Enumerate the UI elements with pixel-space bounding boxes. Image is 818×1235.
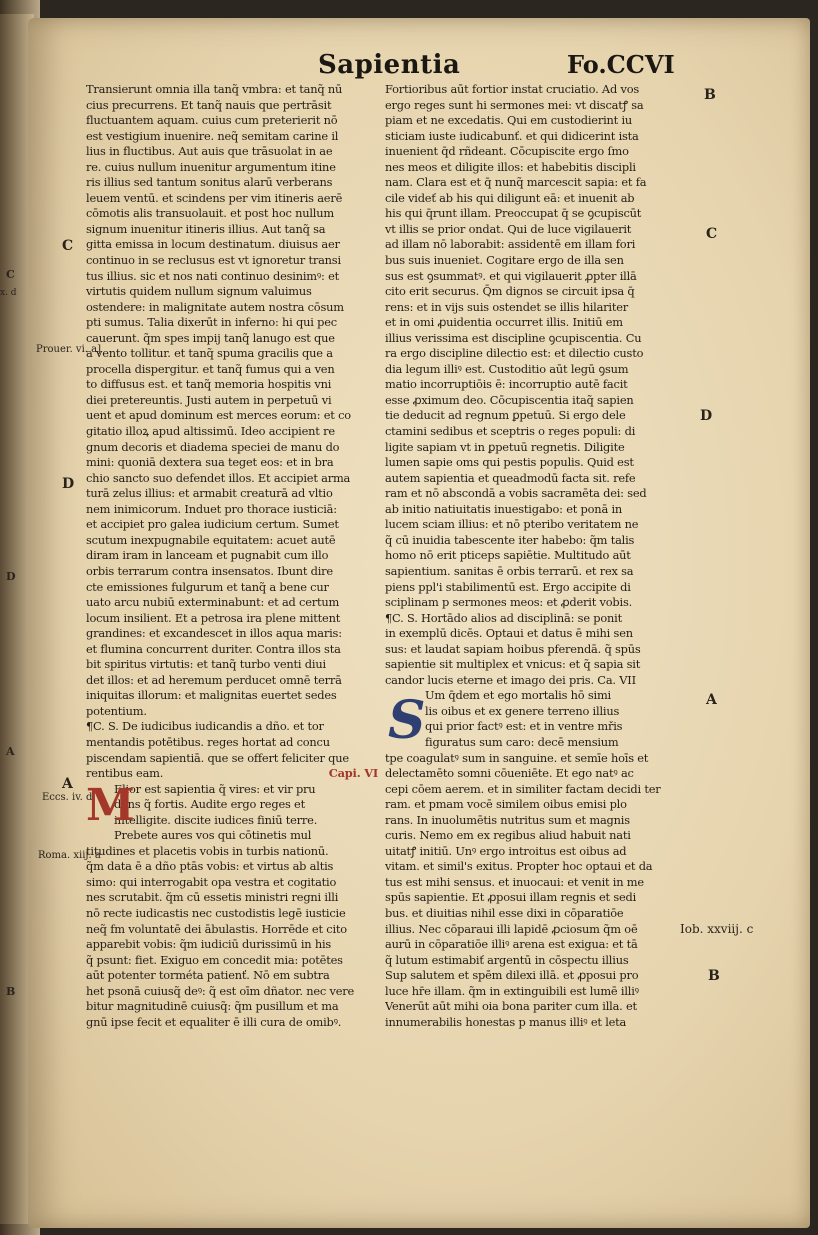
text-line: piens ppl'i stabilimentū est. Ergo accipite di bbox=[385, 579, 631, 594]
margin-letter-a: A bbox=[62, 776, 73, 792]
margin-ref-proverbs: Prouer. vi. a] bbox=[36, 344, 101, 355]
text-line: aurū in cōparatiōe illiꝰ arena est exigua: et tā bbox=[385, 937, 638, 952]
text-line: Sup salutem et spēm dilexi illā. et ꝓposui pro bbox=[385, 968, 639, 983]
text-line: cile videť ab his qui diligunt eā: et inuenit ab bbox=[385, 190, 635, 205]
text-line: virtutis quidem nullum signum valuimus bbox=[86, 284, 312, 299]
chapter-label: Capi. VI bbox=[328, 766, 378, 781]
right-text-column bbox=[385, 82, 677, 1030]
text-line: uato arcu nubiū exterminabunt: et ad certum bbox=[86, 595, 340, 610]
right-margin-letter-d: D bbox=[700, 408, 713, 424]
text-line: luce hr̄e illam. q̃m in extinguibili est lumē illiꝰ bbox=[385, 983, 639, 998]
text-line: est vestigium inuenire. neq̃ semitam carine il bbox=[86, 128, 339, 143]
facing-margin-b: B bbox=[6, 985, 16, 998]
text-line: ¶C. S. De iudicibus iudicandis a dño. et tor bbox=[86, 719, 324, 734]
text-line: pti sumus. Talia dixerūt in inferno: hi qui pec bbox=[86, 315, 337, 330]
text-line: tus est mihi sensus. et inuocaui: et venit in me bbox=[385, 874, 644, 889]
text-line: ctamini sedibus et sceptris o reges populi: di bbox=[385, 424, 636, 439]
right-margin-letter-c: C bbox=[706, 226, 718, 242]
text-line: sapientie sit multiplex et vnicus: et q̃ sapia sit bbox=[385, 657, 641, 672]
text-line: Elior est sapientia q̃ vires: et vir pru bbox=[114, 781, 316, 796]
text-line: het psonā cuiusq̃ deꝰ: q̃ est oīm dñator. nec vere bbox=[86, 983, 355, 998]
facing-margin-c: C bbox=[6, 268, 15, 281]
text-line: matio incorruptiōis ē: incorruptio autē facit bbox=[385, 377, 628, 392]
text-line: tie deducit ad regnum ꝑpetuū. Si ergo dele bbox=[385, 408, 626, 423]
text-line: cōmotis alis transuolauit. et post hoc nullum bbox=[86, 206, 334, 221]
text-line: re. cuius nullum inuenitur argumentum itine bbox=[86, 159, 336, 174]
text-line: Prebete aures vos qui cōtinetis mul bbox=[114, 828, 312, 843]
text-line: orbis terrarum contra insensatos. Ibunt dire bbox=[86, 563, 333, 578]
text-line: diram iram in lanceam et pugnabit cum illo bbox=[86, 548, 329, 563]
text-line: cius precurrens. Et tanq̃ nauis que pertrāsit bbox=[86, 97, 332, 112]
text-line: bitur magnitudinē cuiusq̃: q̃m pusillum et ma bbox=[86, 999, 339, 1014]
text-line: in exemplū dicēs. Optaui et datus ē mihi sen bbox=[385, 626, 633, 641]
text-line: apparebit vobis: q̃m iudiciū durissimū in his bbox=[86, 937, 332, 952]
text-line: cauerunt. q̃m spes impij tanq̃ lanugo est que bbox=[86, 330, 335, 345]
text-line: ad illam nō laborabit: assidentē em illam fori bbox=[385, 237, 636, 252]
text-line: cte emissiones fulgurum et tanq̃ a bene cur bbox=[86, 579, 329, 594]
text-line: gitatio illoꝝ apud altissimū. Ideo accipient re bbox=[86, 424, 335, 439]
text-line: grandines: et excandescet in illos aqua maris: bbox=[86, 626, 342, 641]
right-margin-letter-b: B bbox=[708, 968, 720, 984]
text-line: his qui q̄runt illam. Preoccupat q̄ se ꝯcupiscūt bbox=[385, 206, 642, 221]
text-line: ra ergo discipline dilectio est: et dilectio custo bbox=[385, 346, 644, 361]
text-line: nem inimicorum. Induet pro thorace iusticiā: bbox=[86, 501, 337, 516]
text-line: nō recte iudicastis nec custodistis legē iusticie bbox=[86, 905, 346, 920]
text-line: titudines et placetis vobis in turbis nationū. bbox=[86, 843, 329, 858]
text-line: dia legum illiꝰ est. Custoditio aūt legū ꝯsum bbox=[385, 361, 629, 376]
text-line: dens q̃ fortis. Audite ergo reges et bbox=[114, 797, 305, 812]
text-line: figuratus sum caro: decē mensium bbox=[425, 734, 619, 749]
text-line: rens: et in vijs suis ostendet se illis hilariter bbox=[385, 299, 629, 314]
text-line: q̃ psunt: fiet. Exiguo em concedit mia: potētes bbox=[86, 952, 343, 967]
text-line: ostendere: in malignitate autem nostra cōsum bbox=[86, 299, 344, 314]
text-line: ergo reges sunt hi sermones mei: vt discatꝭ sa bbox=[385, 97, 644, 112]
text-line: vt illis se prior ondat. Qui de luce vigilauerit bbox=[385, 221, 632, 236]
facing-margin-d: D bbox=[6, 570, 16, 583]
text-line: autem sapientia et queadmodū facta sit. refe bbox=[385, 470, 636, 485]
text-line: sciplinam p sermones meos: et ꝓderit vobis. bbox=[385, 595, 633, 610]
text-line: scutum inexpugnabile equitatem: acuet autē bbox=[86, 532, 336, 547]
facing-margin-note: x. d bbox=[0, 288, 17, 298]
text-line: gnū ipse fecit et equaliter ē illi cura de omibꝰ. bbox=[86, 1014, 342, 1029]
text-line: chio sancto suo defendet illos. Et accipiet arma bbox=[86, 470, 351, 485]
text-line: bus suis inueniet. Cogitare ergo de illa sen bbox=[385, 253, 624, 268]
right-margin-ref-iob: Iob. xxviij. c bbox=[680, 922, 754, 936]
text-line: mentandis potētibus. reges hortat ad concu bbox=[86, 734, 330, 749]
text-line: neq̃ fm voluntatē dei ābulastis. Horrēde et cito bbox=[86, 921, 347, 936]
text-line: gnum decoris et diadema speciei de manu do bbox=[86, 439, 340, 454]
text-line: lucem sciam illius: et nō pteribo veritatem ne bbox=[385, 517, 639, 532]
text-line: nes scrutabit. q̃m cū essetis ministri regni illi bbox=[86, 890, 339, 905]
text-line: delectamēto somni cōueniēte. Et ego natꝰ ac bbox=[385, 766, 634, 781]
text-line: procella dispergitur. et tanq̃ fumus qui a ven bbox=[86, 361, 335, 376]
text-line: tpe coagulatꝰ sum in sanguine. et semīe hoīs et bbox=[385, 750, 649, 765]
text-line: q̃m data ē a dño ptās vobis: et virtus ab altis bbox=[86, 859, 334, 874]
decorated-initial-s: S bbox=[388, 690, 426, 751]
text-line: diei pretereuntis. Justi autem in perpetuū vi bbox=[86, 392, 332, 407]
facing-margin-a: A bbox=[6, 745, 15, 758]
text-line: sus est ꝯsummatꝰ. et qui vigilauerit ꝓpter illā bbox=[385, 268, 637, 283]
text-line: et accipiet pro galea iudicium certum. Sumet bbox=[86, 517, 339, 532]
text-line: gitta emissa in locum destinatum. diuisus aer bbox=[86, 237, 340, 252]
text-line: potentium. bbox=[86, 703, 147, 718]
text-line: iniquitas illorum: et malignitas euertet sedes bbox=[86, 688, 337, 703]
text-line: ram. et pmam vocē similem oibus emisi plo bbox=[385, 797, 627, 812]
text-line: sticiam iuste iudicabunť. et qui didicerint ista bbox=[385, 128, 639, 143]
text-line: leuem ventū. et scindens per vim itineris aerē bbox=[86, 190, 343, 205]
text-line: vitam. et simil's exitus. Propter hoc optaui et da bbox=[385, 859, 653, 874]
text-line: nam. Clara est et q̄ nunq̃ marcescit sapia: et fa bbox=[385, 175, 647, 190]
text-line: a vento tollitur. et tanq̃ spuma gracilis que a bbox=[86, 346, 333, 361]
margin-ref-eccs: Eccs. iv. d bbox=[42, 792, 93, 803]
text-line: ris illius sed tantum sonitus alarū verberans bbox=[86, 175, 333, 190]
text-line: turā zelus illius: et armabit creaturā ad vltio bbox=[86, 486, 333, 501]
text-line: cito erit securus. Q̄m dignos se circuit ipsa q̄ bbox=[385, 284, 635, 299]
text-line: rentibus eam. Capi. VI bbox=[86, 766, 378, 781]
text-line: esse ꝓximum deo. Cōcupiscentia itaq̃ sapien bbox=[385, 392, 634, 407]
text-line: ram et nō abscondā a vobis sacramēta dei: sed bbox=[385, 486, 647, 501]
text-line: lis oibus et ex genere terreno illius bbox=[425, 703, 620, 718]
text-line: et flumina concurrent duriter. Contra illos sta bbox=[86, 641, 341, 656]
text-line: q̃ lutum estimabiť argentū in cōspectu illius bbox=[385, 952, 629, 967]
text-line: piscendam sapientiā. que se offert feliciter que bbox=[86, 750, 349, 765]
text-line: cepi cōem aerem. et in similiter factam decidi ter bbox=[385, 781, 661, 796]
right-margin-letter-a: A bbox=[706, 692, 717, 708]
text-line: illius verissima est discipline ꝯcupiscentia. Cu bbox=[385, 330, 642, 345]
text-line: bit spiritus virtutis: et tanq̃ turbo venti diui bbox=[86, 657, 326, 672]
margin-letter-c: C bbox=[62, 238, 74, 254]
text-line: lius in fluctibus. Aut auis que trāsuolat in ae bbox=[86, 144, 333, 159]
text-line: intelligite. discite iudices finiū terre. bbox=[114, 812, 318, 827]
text-line: lumen sapie oms qui pestis populis. Quid est bbox=[385, 455, 634, 470]
right-margin-letter-b-top: B bbox=[704, 87, 716, 103]
text-line: tus illius. sic et nos nati continuo desinimꝰ: et bbox=[86, 268, 340, 283]
text-line: ¶C. S. Hortādo alios ad disciplinā: se ponit bbox=[385, 610, 622, 625]
text-line: homo nō erit pticeps sapiētie. Multitudo aūt bbox=[385, 548, 631, 563]
text-line: Fortioribus aūt fortior instat cruciatio. Ad vos bbox=[385, 82, 639, 96]
text-line: fluctuantem aquam. cuius cum preterierit nō bbox=[86, 113, 338, 128]
text-line: candor lucis eterne et imago dei pris. Ca. VII bbox=[385, 672, 636, 687]
text-line: to diffusus est. et tanq̃ memoria hospitis vni bbox=[86, 377, 332, 392]
text-line: illius. Nec cōparaui illi lapidē ꝓciosum q̃m oē bbox=[385, 921, 638, 936]
running-title: Sapientia bbox=[318, 50, 461, 80]
text-line: curis. Nemo em ex regibus aliud habuit nati bbox=[385, 828, 631, 843]
text-line: Um q̄dem et ego mortalis hō simi bbox=[425, 688, 611, 703]
text-line: qui prior factꝰ est: et in ventre mřis bbox=[425, 719, 623, 734]
text-line: det illos: et ad heremum perducet omnē terrā bbox=[86, 672, 342, 687]
text-line: Transierunt omnia illa tanq̃ vmbra: et tanq̃ nū bbox=[86, 82, 343, 96]
text-line: inuenient q̄d rñdeant. Cōcupiscite ergo ſmo bbox=[385, 144, 629, 159]
text-line: piam et ne excedatis. Qui em custodierint iu bbox=[385, 113, 633, 128]
text-line: ab initio natiuitatis inuestigabo: et ponā in bbox=[385, 501, 623, 516]
decorated-initial-m: M bbox=[86, 780, 135, 831]
text-line: aūt potenter torméta patienť. Nō em subtra bbox=[86, 968, 330, 983]
text-line: nes meos et diligite illos: et habebitis discipli bbox=[385, 159, 636, 174]
text-line: Venerūt aūt mihi oia bona pariter cum illa. et bbox=[385, 999, 637, 1014]
text-line: bus. et diuitias nihil esse dixi in cōparatiōe bbox=[385, 905, 624, 920]
text-line: locum insilient. Et a petrosa ira plene mittent bbox=[86, 610, 341, 625]
text-line: rans. In inuolumētis nutritus sum et magnis bbox=[385, 812, 630, 827]
text-line: signum inuenitur itineris illius. Aut tanq̃ sa bbox=[86, 221, 326, 236]
text-line: et in omi ꝓuidentia occurret illis. Initiū em bbox=[385, 315, 623, 330]
text-line: q̃ cū inuidia tabescente iter habebo: q̃m talis bbox=[385, 532, 635, 547]
margin-ref-roma: Roma. xiij. a bbox=[38, 850, 101, 861]
text-line: continuo in se reclusus est vt ignoretur transi bbox=[86, 253, 341, 268]
text-line: ligite sapiam vt in ꝑpetuū regnetis. Diligite bbox=[385, 439, 625, 454]
text-line: uitatꝭ initiū. Unꝰ ergo introitus est oibus ad bbox=[385, 843, 627, 858]
margin-letter-d: D bbox=[62, 476, 75, 492]
left-text-column bbox=[86, 82, 378, 1030]
text-line: uent et apud dominum est merces eorum: et co bbox=[86, 408, 351, 423]
text-line: sus: et laudat sapiam hoibus pferendā. q̃ spūs bbox=[385, 641, 641, 656]
text-line: sapientium. sanitas ē orbis terrarū. et rex sa bbox=[385, 563, 634, 578]
text-line: spūs sapientie. Et ꝓposui illam regnis et sedi bbox=[385, 890, 637, 905]
text-line: innumerabilis honestas p manus illiꝰ et leta bbox=[385, 1014, 627, 1029]
text-line: simo: qui interrogabit opa vestra et cogitatio bbox=[86, 874, 337, 889]
text-line: mini: quoniā dextera sua teget eos: et in bra bbox=[86, 455, 334, 470]
folio-number: Fo.CCVI bbox=[567, 50, 675, 79]
